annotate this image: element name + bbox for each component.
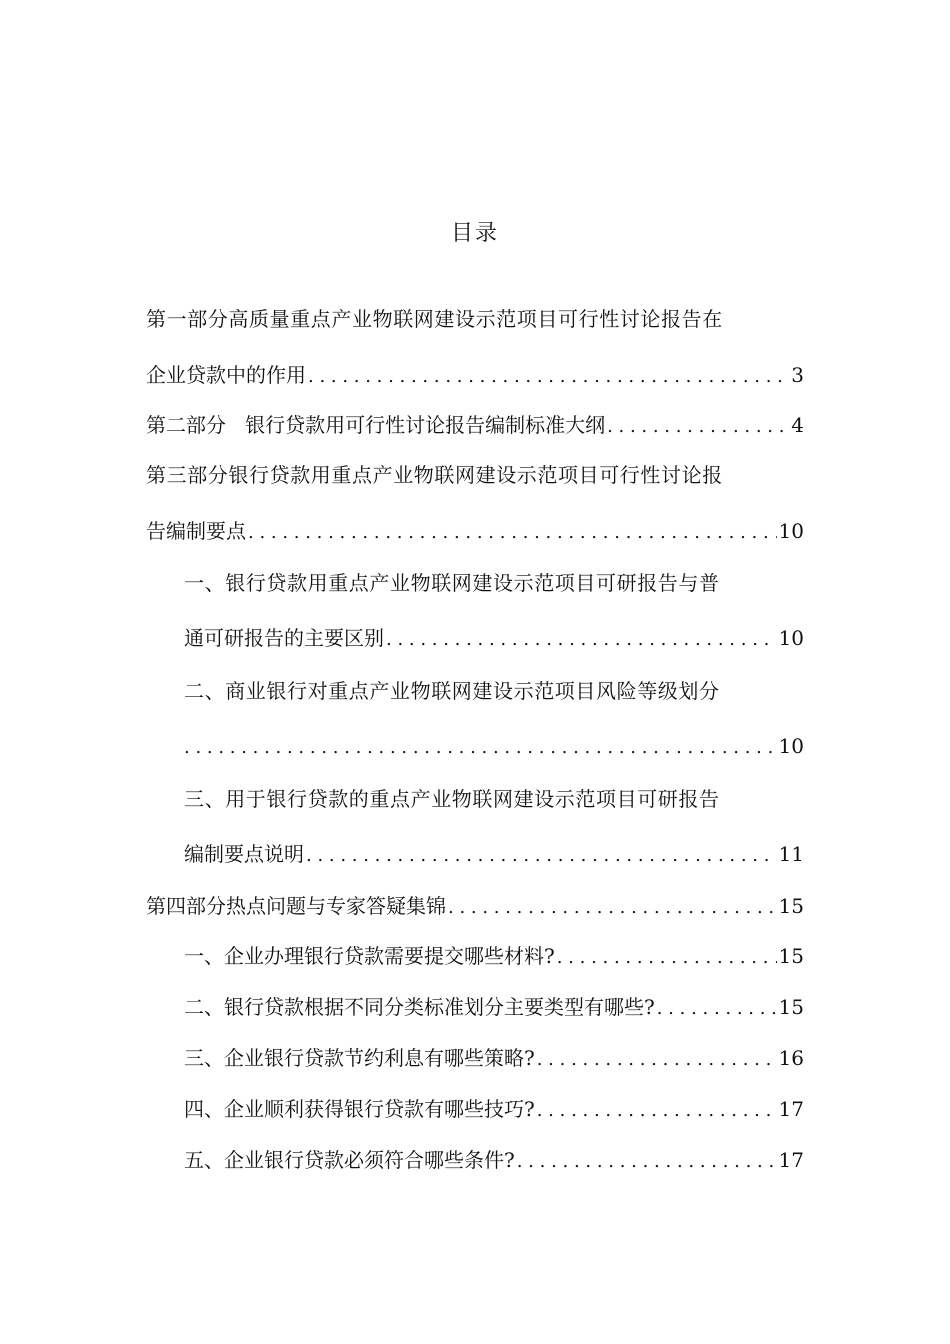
dot-leader (657, 995, 777, 1023)
toc-entry-10[interactable] (184, 1044, 804, 1074)
toc-entry-text: 一、银行贷款用重点产业物联网建设示范项目可研报告与普 (184, 571, 720, 595)
dot-leader (184, 734, 777, 762)
page-number: 11 (778, 842, 804, 866)
toc-title: 目录 (450, 221, 499, 246)
dot-leader (517, 1148, 777, 1176)
toc-entry-text: 通可研报告的主要区别 (184, 626, 384, 650)
dot-leader (248, 519, 777, 547)
toc-entry-6-line2[interactable] (184, 840, 804, 870)
toc-entry-7[interactable] (146, 892, 804, 922)
page-number: 3 (791, 363, 804, 387)
toc-entry-6-line1[interactable] (184, 785, 804, 813)
toc-entry-text: 第一部分高质量重点产业物联网建设示范项目可行性讨论报告在 (146, 307, 723, 331)
page-number: 10 (778, 734, 804, 758)
toc-entry-text: 一、企业办理银行贷款需要提交哪些材料? (184, 944, 555, 968)
toc-entry-text: 编制要点说明 (184, 842, 304, 866)
toc-entry-text: 二、银行贷款根据不同分类标准划分主要类型有哪些? (184, 995, 655, 1019)
toc-entry-9[interactable] (184, 993, 804, 1023)
toc-entry-4-line1[interactable] (184, 569, 804, 597)
toc-entry-text: 四、企业顺利获得银行贷款有哪些技巧? (184, 1097, 535, 1121)
toc-entry-5-line1[interactable] (184, 677, 804, 705)
toc-entry-text: 三、企业银行贷款节约利息有哪些策略? (184, 1046, 535, 1070)
toc-entry-1-line1[interactable] (146, 305, 804, 333)
page-number: 15 (778, 944, 804, 968)
page-number: 15 (778, 995, 804, 1019)
dot-leader (308, 363, 789, 391)
dot-leader (557, 944, 777, 972)
page-number: 17 (778, 1097, 804, 1121)
toc-entry-3-line1[interactable] (146, 461, 804, 489)
toc-entry-4-line2[interactable] (184, 624, 804, 654)
toc-entry-text: 第四部分热点问题与专家答疑集锦 (146, 894, 446, 918)
toc-entry-3-line2[interactable] (146, 517, 804, 547)
dot-leader (306, 842, 777, 870)
dot-leader (448, 894, 777, 922)
toc-entry-text: 第二部分 银行贷款用可行性讨论报告编制标准大纲 (146, 413, 606, 437)
toc-entry-5-line2[interactable] (184, 732, 804, 762)
toc-entry-text: 第三部分银行贷款用重点产业物联网建设示范项目可行性讨论报 (146, 463, 723, 487)
toc-entry-text: 三、用于银行贷款的重点产业物联网建设示范项目可研报告 (184, 787, 720, 811)
page-number: 15 (778, 894, 804, 918)
page-number: 4 (791, 413, 804, 437)
toc-entry-text: 二、商业银行对重点产业物联网建设示范项目风险等级划分 (184, 679, 720, 703)
toc-entry-12[interactable] (184, 1146, 804, 1176)
toc-entry-text: 企业贷款中的作用 (146, 363, 306, 387)
page-number: 10 (778, 626, 804, 650)
toc-entry-1-line2[interactable] (146, 361, 804, 391)
toc-entry-2[interactable] (146, 411, 804, 441)
page-number: 10 (778, 519, 804, 543)
dot-leader (607, 413, 789, 441)
page-number: 17 (778, 1148, 804, 1172)
toc-entry-text: 告编制要点 (146, 519, 246, 543)
dot-leader (537, 1097, 777, 1125)
dot-leader (386, 626, 777, 654)
page-number: 16 (778, 1046, 804, 1070)
toc-entry-8[interactable] (184, 942, 804, 972)
toc-entry-11[interactable] (184, 1095, 804, 1125)
toc-entry-text: 五、企业银行贷款必须符合哪些条件? (184, 1148, 515, 1172)
dot-leader (537, 1046, 777, 1074)
